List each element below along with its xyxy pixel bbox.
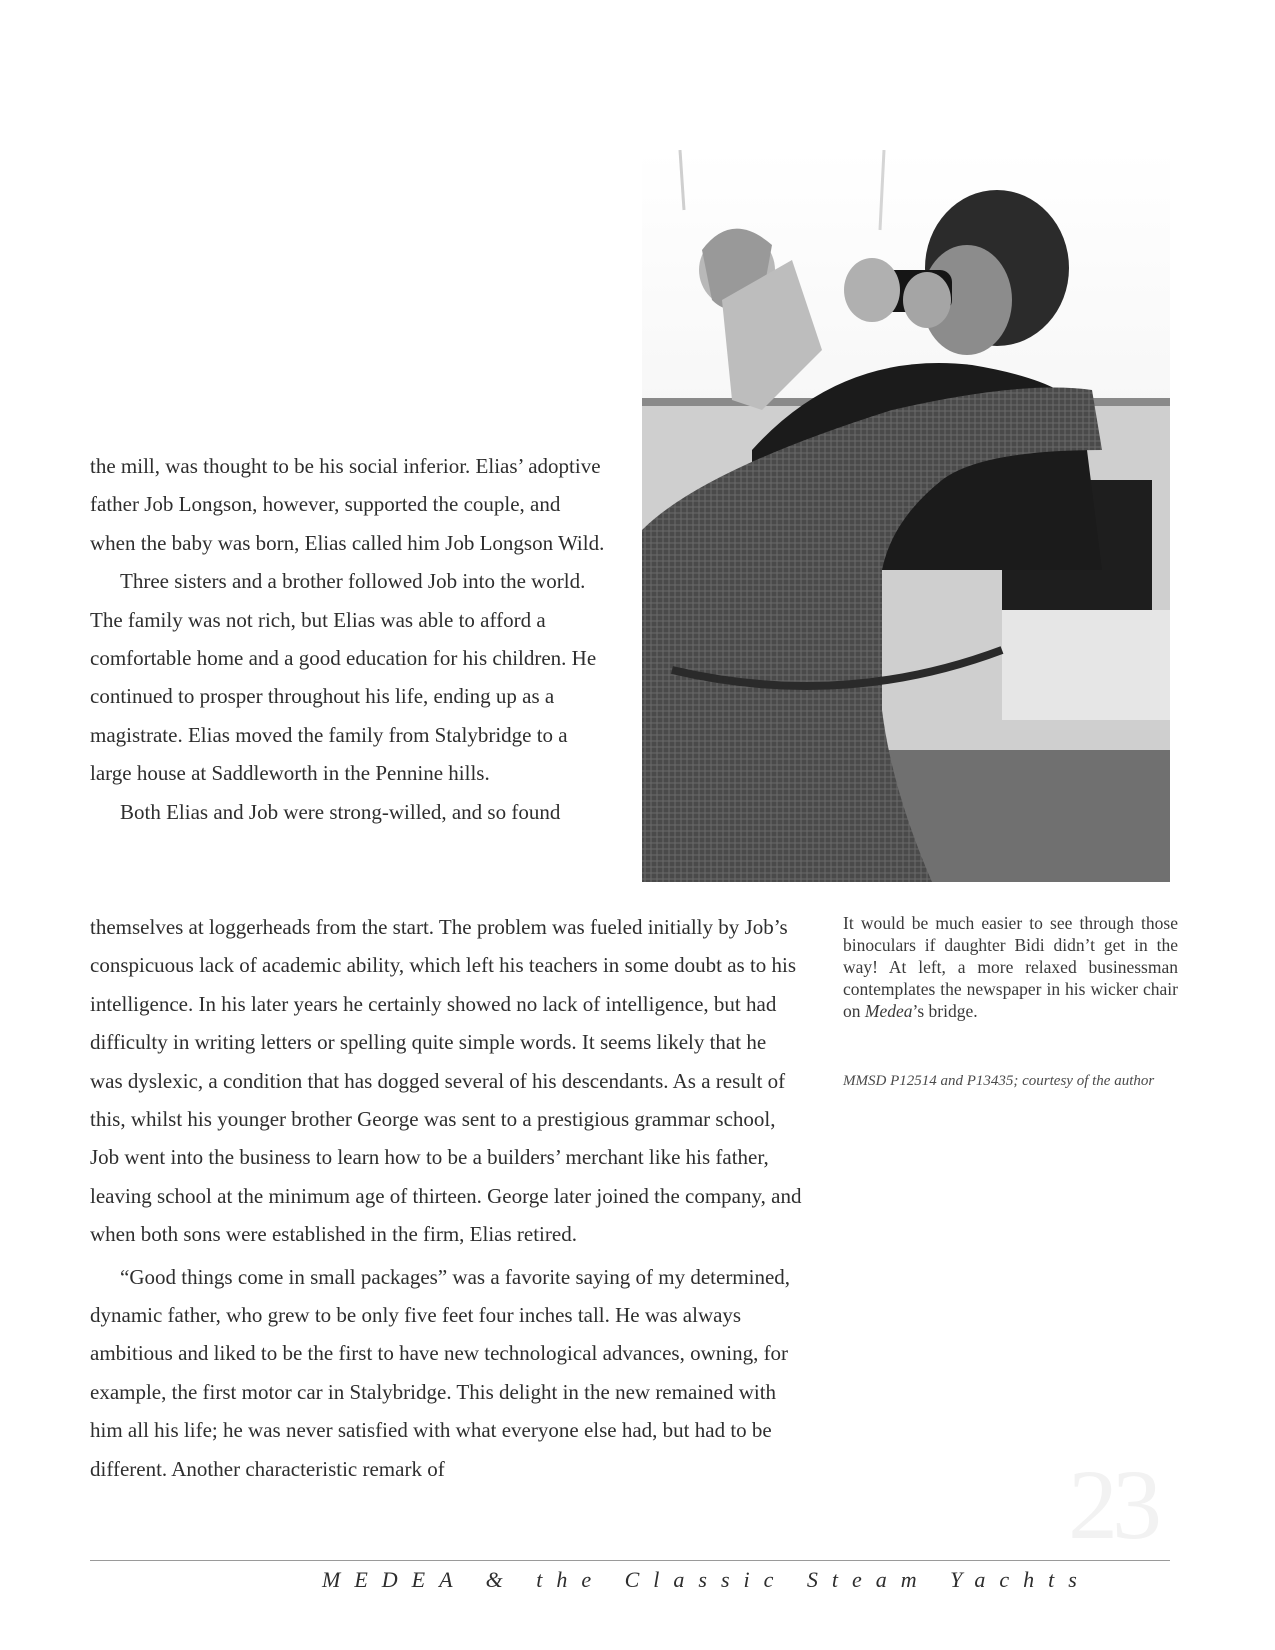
- caption-ship-name: Medea: [864, 1001, 913, 1021]
- paragraph-4: “Good things come in small packages” was a favorite saying of my determined, dynamic father, who grew to be only five feet four inches tall. He was always ambitious and liked to be the first to have new technological advances, owning, for example, the first motor car in Stalybridge. This delight in the new remained with him all his life; he was never satisfied with what everyone else had, but had to be different. Another characteristic remark of: [90, 1264, 791, 1481]
- paragraph-3-start: Both Elias and Job were strong-willed, and so found: [120, 799, 561, 824]
- body-column-bottom: [90, 908, 802, 1488]
- footer-rule: [90, 1560, 1170, 1561]
- running-footer-title: MEDEA & the Classic Steam Yachts: [322, 1567, 1091, 1592]
- photo-binoculars: [642, 150, 1170, 882]
- photo-image: [642, 150, 1170, 882]
- paragraph-2: Three sisters and a brother followed Job into the world. The family was not rich, but Elias was able to afford a comfortable home and a good education for his children. He continued to prosper throughout his life, ending up as a magistrate. Elias moved the family from Stalybridge to a large house at Saddleworth in the Pennine hills.: [90, 569, 597, 786]
- page-number: 23: [1068, 1449, 1156, 1560]
- paragraph-1: the mill, was thought to be his social inferior. Elias’ adoptive father Job Longson, however, supported the couple, and when the baby was born, Elias called him Job Longson Wild.: [90, 454, 605, 555]
- paragraph-3-continued: themselves at loggerheads from the start. The problem was fueled initially by Job’s conspicuous lack of academic ability, which left his teachers in some doubt as to his intelligence. In his later years he certainly showed no lack of intelligence, but had difficulty in writing letters or spelling quite simple words. It seems likely that he was dyslexic, a condition that has dogged several of his descendants. As a result of this, whilst his younger brother George was sent to a prestigious grammar school, Job went into the business to learn how to be a builders’ merchant like his father, leaving school at the minimum age of thirteen. George later joined the company, and when both sons were established in the firm, Elias retired.: [90, 915, 802, 1247]
- photo-caption: [843, 912, 1178, 1022]
- caption-text-before: It would be much easier to see through those binoculars if daughter Bidi didn’t get in the way! At left, a more relaxed businessman contemplates the newspaper in his wicker chair on: [843, 913, 1178, 1021]
- caption-text-after: ’s bridge.: [912, 1001, 978, 1021]
- body-column-top: [90, 447, 610, 831]
- photo-credit: MMSD P12514 and P13435; courtesy of the author: [843, 1073, 1155, 1089]
